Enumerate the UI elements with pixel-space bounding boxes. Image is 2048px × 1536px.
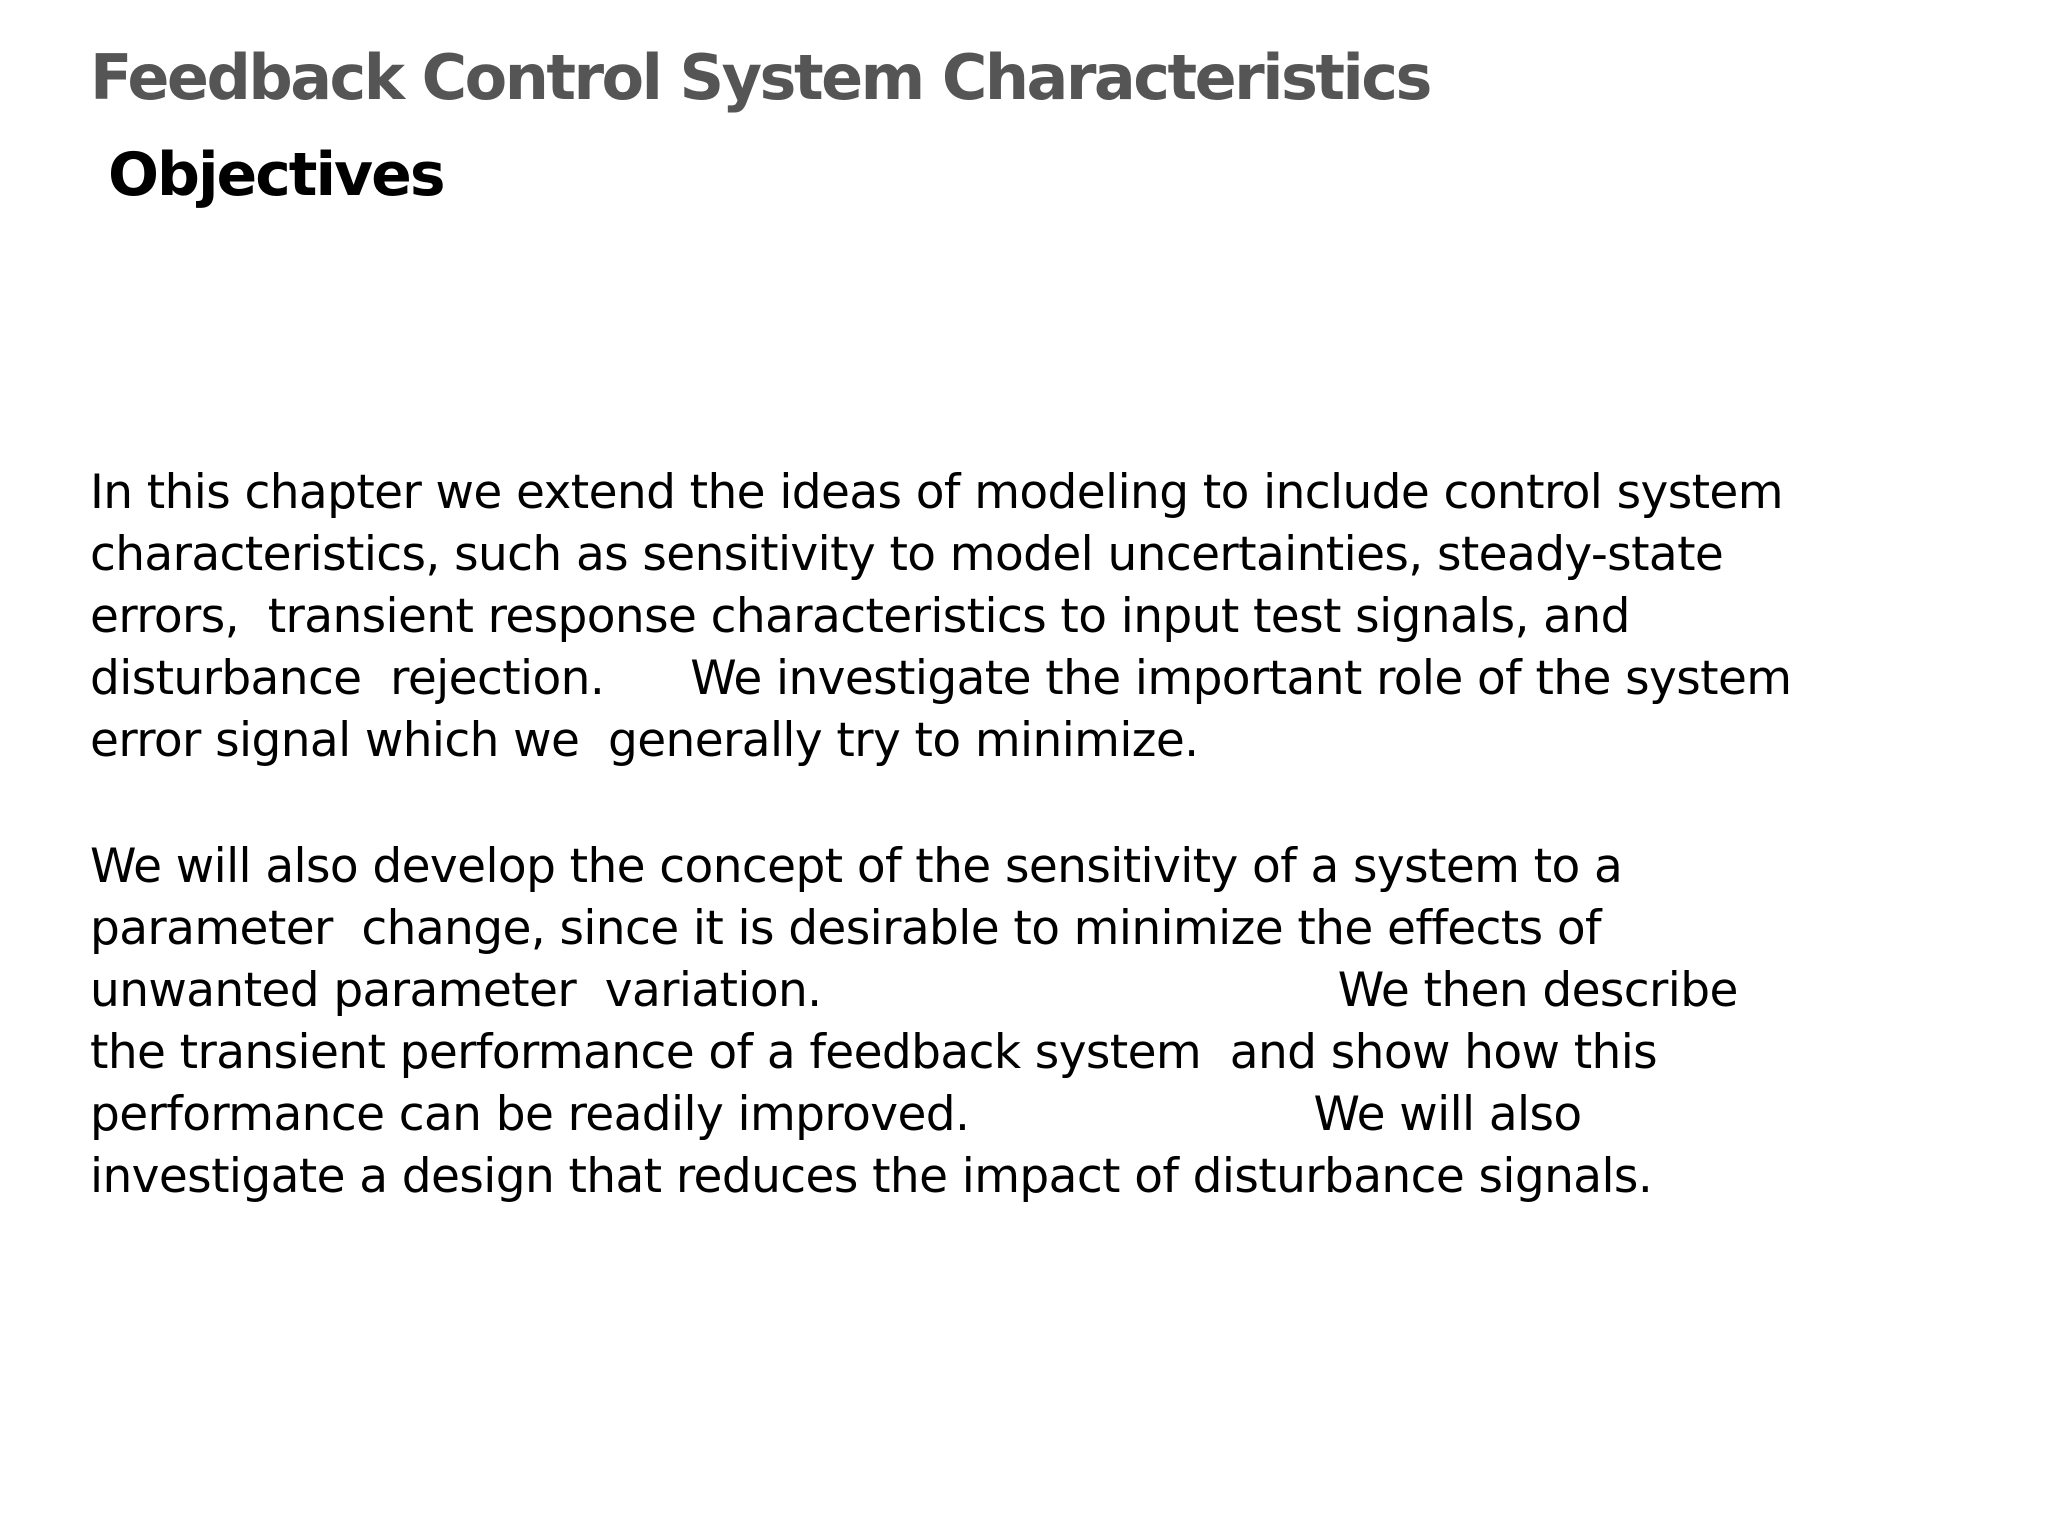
text-line: performance can be readily improved. We will also [90,1087,1582,1142]
text-line: error signal which we generally try to minimize. [90,713,1199,768]
text-line: disturbance rejection. We investigate the important role of the system [90,651,1792,706]
paragraph-1 [90,462,1990,772]
slide-title: Feedback Control System Characteristics [90,41,1430,114]
text-line: parameter change, since it is desirable to minimize the effects of [90,901,1601,956]
text-line: the transient performance of a feedback system and show how this [90,1025,1658,1080]
paragraph-spacer [90,772,1990,836]
text-line: In this chapter we extend the ideas of modeling to include control system [90,465,1783,520]
text-line: We will also develop the concept of the sensitivity of a system to a [90,839,1623,894]
paragraph-2 [90,836,1990,1208]
text-line: errors, transient response characteristics to input test signals, and [90,589,1630,644]
text-line: characteristics, such as sensitivity to model uncertainties, steady-state [90,527,1724,582]
text-line: unwanted parameter variation. We then describe [90,963,1738,1018]
text-line: investigate a design that reduces the impact of disturbance signals. [90,1149,1653,1204]
slide-subtitle: Objectives [108,140,444,210]
slide-body [90,462,1990,1208]
